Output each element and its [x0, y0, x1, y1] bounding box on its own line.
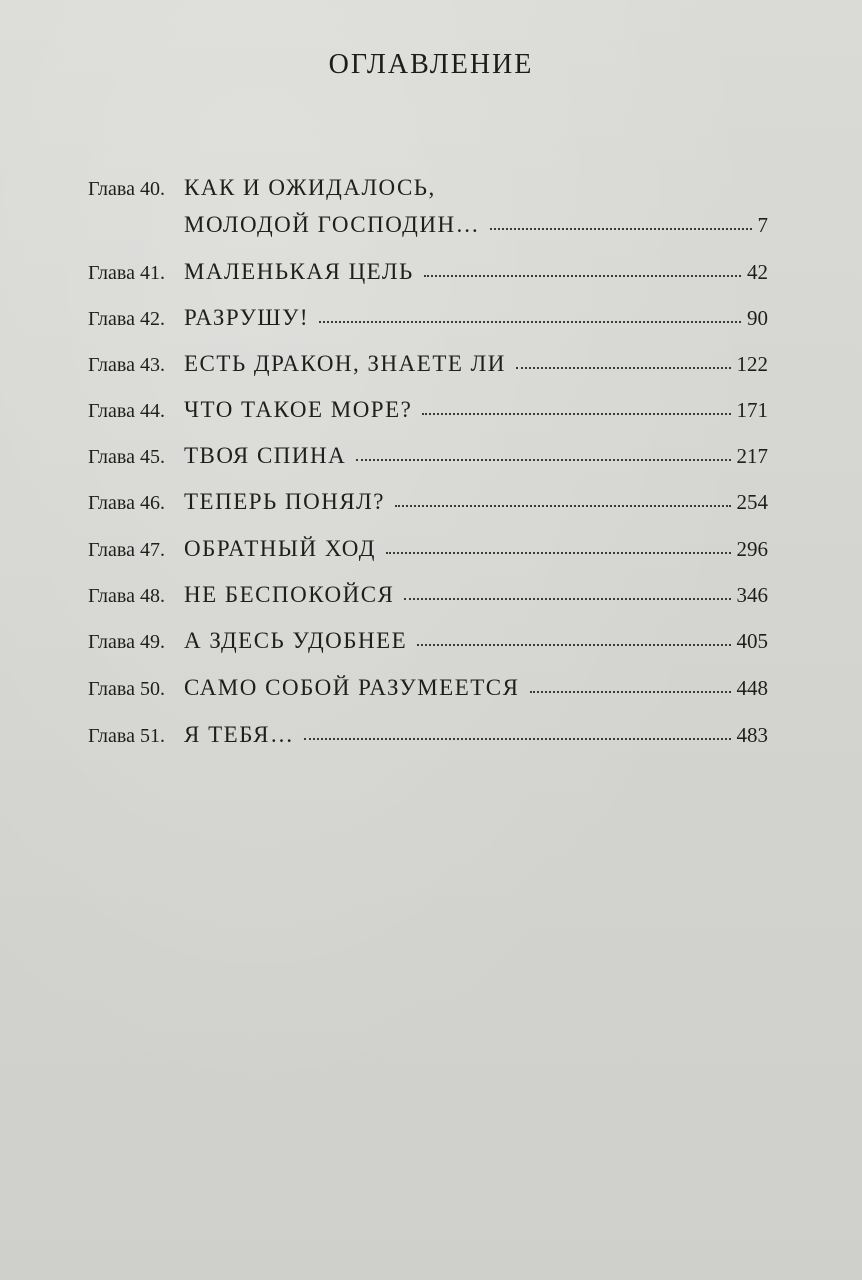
toc-entry: [88, 352, 768, 375]
chapter-title: НЕ БЕСПОКОЙСЯ: [184, 582, 395, 607]
dot-leader: [424, 275, 741, 277]
chapter-number: Глава 42.: [88, 308, 165, 330]
chapter-number: Глава 41.: [88, 262, 165, 284]
chapter-number: Глава 40.: [88, 178, 165, 200]
page-number: 7: [757, 213, 768, 237]
dot-leader: [404, 598, 730, 600]
dot-leader: [516, 367, 731, 369]
chapter-number: Глава 44.: [88, 400, 165, 422]
page-number: 171: [736, 398, 768, 422]
dot-leader: [422, 413, 730, 415]
chapter-title: ОБРАТНЫЙ ХОД: [184, 536, 376, 561]
toc-entry-continuation: [184, 213, 768, 236]
chapter-number: Глава 50.: [88, 678, 165, 700]
chapter-number: Глава 48.: [88, 585, 165, 607]
chapter-title-line2: МОЛОДОЙ ГОСПОДИН…: [184, 212, 481, 237]
page-title: оглавление: [328, 37, 534, 82]
toc-entry: [88, 398, 768, 421]
page-number: 122: [736, 352, 768, 376]
dot-leader: [395, 505, 731, 507]
dot-leader: [417, 644, 730, 646]
chapter-title: ТВОЯ СПИНА: [184, 443, 347, 468]
chapter-title: ЕСТЬ ДРАКОН, ЗНАЕТЕ ЛИ: [184, 351, 506, 376]
page-number: 448: [736, 676, 768, 700]
chapter-title: ТЕПЕРЬ ПОНЯЛ?: [184, 489, 385, 514]
toc-entry: [88, 176, 768, 199]
dot-leader: [386, 552, 731, 554]
page-number: 217: [736, 444, 768, 468]
toc-entry: [88, 723, 768, 746]
toc-entry: [88, 260, 768, 283]
dot-leader: [530, 691, 731, 693]
dot-leader: [356, 459, 730, 461]
page-number: 42: [747, 260, 768, 284]
chapter-title: ЧТО ТАКОЕ МОРЕ?: [184, 397, 413, 422]
page-number: 346: [736, 583, 768, 607]
chapter-title: КАК И ОЖИДАЛОСЬ,: [184, 175, 436, 200]
dot-leader: [304, 738, 730, 740]
toc-entry: [88, 490, 768, 513]
chapter-number: Глава 47.: [88, 539, 165, 561]
page-number: 254: [736, 490, 768, 514]
chapter-number: Глава 46.: [88, 492, 165, 514]
chapter-title: А ЗДЕСЬ УДОБНЕЕ: [184, 628, 408, 653]
chapter-number: Глава 45.: [88, 446, 165, 468]
chapter-title: Я ТЕБЯ…: [184, 722, 295, 747]
dot-leader: [490, 228, 751, 230]
toc-entry: [88, 444, 768, 467]
page-number: 483: [736, 723, 768, 747]
page-number: 90: [747, 306, 768, 330]
chapter-title: РАЗРУШУ!: [184, 305, 310, 330]
toc-entry: [88, 629, 768, 652]
page-number: 296: [736, 537, 768, 561]
chapter-number: Глава 49.: [88, 631, 165, 653]
chapter-number: Глава 51.: [88, 725, 165, 747]
chapter-title: МАЛЕНЬКАЯ ЦЕЛЬ: [184, 259, 414, 284]
toc-entry: [88, 537, 768, 560]
toc-entry: [88, 306, 768, 329]
chapter-number: Глава 43.: [88, 354, 165, 376]
page-number: 405: [736, 629, 768, 653]
dot-leader: [319, 321, 741, 323]
toc-entry: [88, 583, 768, 606]
chapter-title: САМО СОБОЙ РАЗУМЕЕТСЯ: [184, 675, 520, 700]
toc-entry: [88, 676, 768, 699]
